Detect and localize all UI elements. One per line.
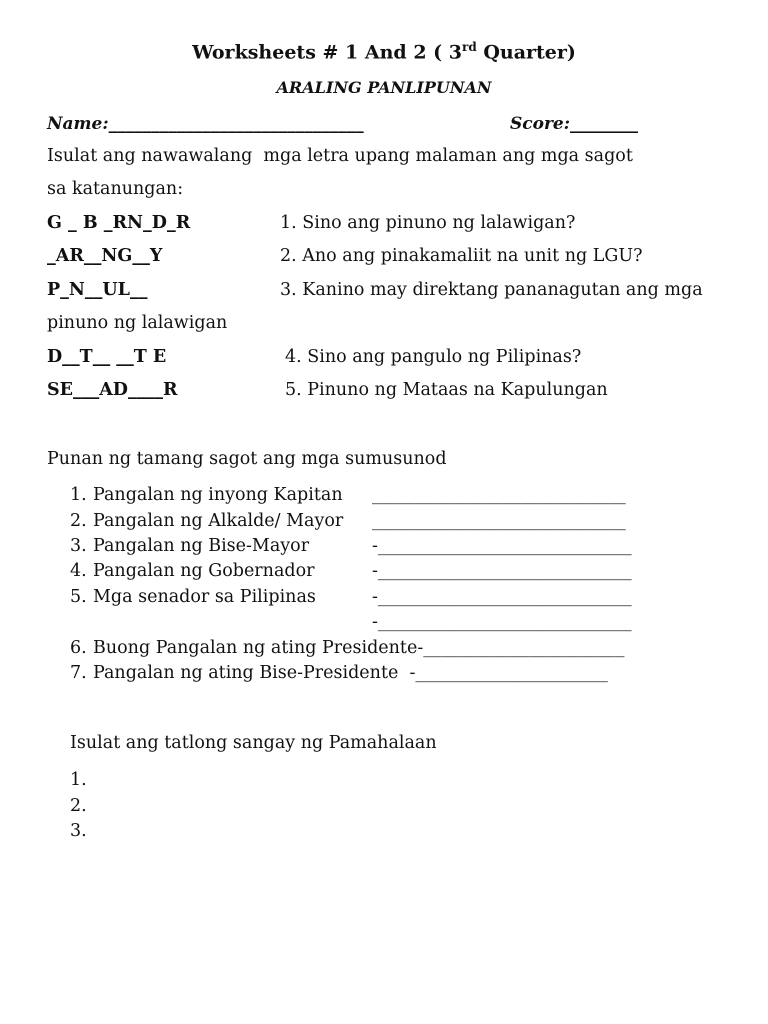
answer-blank[interactable]: -_____________________________ [372,612,632,632]
list-item-label[interactable]: Pangalan ng ating Bise-Presidente -______________________ [93,663,608,683]
answer-blank[interactable]: _____________________________ [372,485,626,505]
list-item-label: Pangalan ng inyong Kapitan [93,485,343,505]
list-item-number: 4. [70,561,87,581]
answer-blank[interactable]: _____________________________ [372,511,626,531]
question-3: 3. Kanino may direktang pananagutan ang mga [280,280,703,300]
puzzle-word-4: D__T__ __T E [47,347,167,367]
answer-blank[interactable]: -_____________________________ [372,561,632,581]
part3-instruction: Isulat ang tatlong sangay ng Pamahalaan [70,733,437,753]
list-item-label: Pangalan ng Gobernador [93,561,315,581]
question-4: 4. Sino ang pangulo ng Pilipinas? [285,347,582,367]
list-item-number: 3. [70,821,87,841]
puzzle-word-1: G _ B _RN_D_R [47,213,191,233]
score-field[interactable]: Score:________ [510,114,639,134]
list-item-number: 5. [70,587,87,607]
puzzle-word-3: P_N__UL__ [47,280,148,300]
list-item-label: Pangalan ng Bise-Mayor [93,536,310,556]
question-3-continuation: pinuno ng lalawigan [47,313,228,333]
list-item-label: Pangalan ng Alkalde/ Mayor [93,511,344,531]
part1-instruction-line2: sa katanungan: [47,179,184,199]
part2-instruction: Punan ng tamang sagot ang mga sumusunod [47,449,447,469]
list-item-number: 2. [70,511,87,531]
question-1: 1. Sino ang pinuno ng lalawigan? [280,213,576,233]
question-2: 2. Ano ang pinakamaliit na unit ng LGU? [280,246,643,266]
answer-blank[interactable]: -_____________________________ [372,587,632,607]
puzzle-word-5: SE___AD____R [47,380,178,400]
list-item-number: 1. [70,770,87,790]
part1-instruction-line1: Isulat ang nawawalang mga letra upang malaman ang mga sagot [47,146,633,166]
list-item-number: 6. [70,638,87,658]
list-item-label: Mga senador sa Pilipinas [93,587,316,607]
list-item-label[interactable]: Buong Pangalan ng ating Presidente-_______________________ [93,638,625,658]
name-field[interactable]: Name:______________________________ [47,114,364,134]
puzzle-word-2: _AR__NG__Y [47,246,163,266]
answer-blank[interactable]: -_____________________________ [372,536,632,556]
list-item-number: 2. [70,796,87,816]
subject-heading: ARALING PANLIPUNAN [276,78,492,97]
question-5: 5. Pinuno ng Mataas na Kapulungan [285,380,608,400]
worksheet-title: Worksheets # 1 And 2 ( 3rd Quarter) [192,40,576,64]
list-item-number: 7. [70,663,87,683]
list-item-number: 1. [70,485,87,505]
list-item-number: 3. [70,536,87,556]
